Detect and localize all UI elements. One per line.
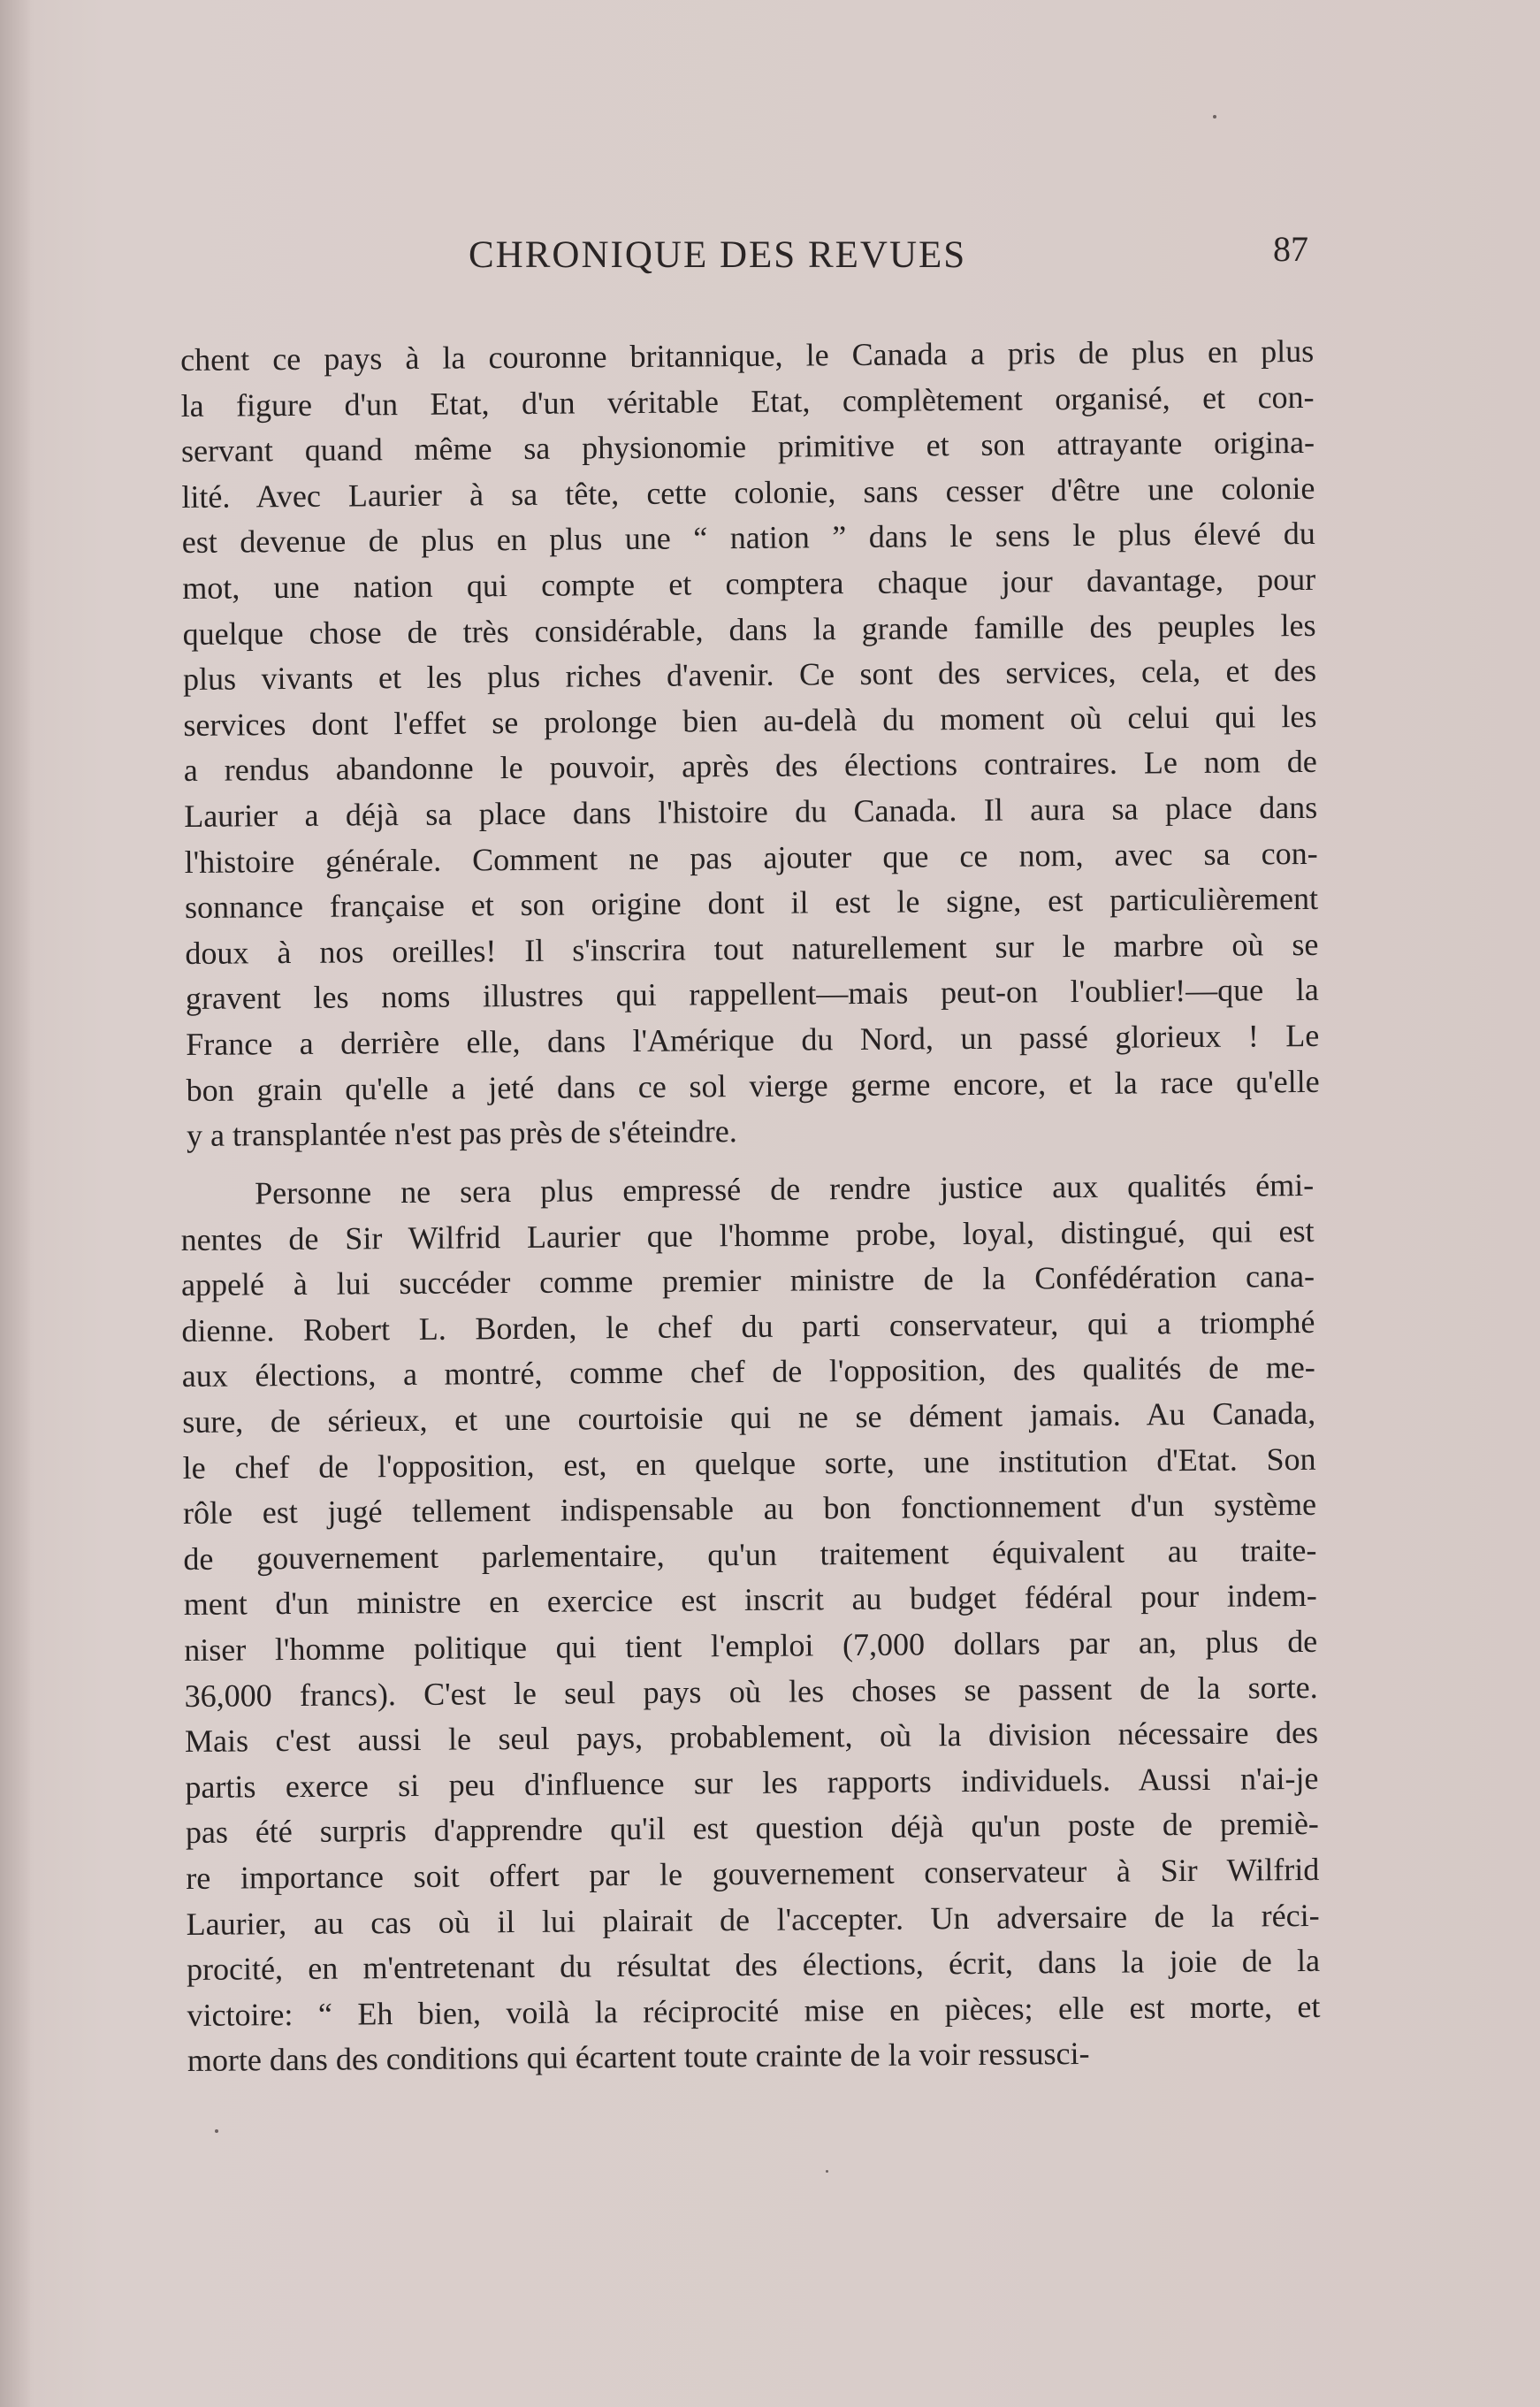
text-line: gravent les noms illustres qui rappellent—mais peut-on l'oublier!—que la <box>185 972 1319 1017</box>
running-title: CHRONIQUE DES REVUES <box>469 234 967 276</box>
text-line: lité. Avec Laurier à sa tête, cette colonie, sans cesser d'être une colonie <box>181 470 1315 515</box>
text-line: Laurier a déjà sa place dans l'histoire du Canada. Il aura sa place dans <box>184 789 1318 834</box>
text-line: l'histoire générale. Comment ne pas ajouter que ce nom, avec sa con- <box>184 835 1318 880</box>
text-line: nentes de Sir Wilfrid Laurier que l'homme probe, loyal, distingué, qui est <box>180 1212 1315 1257</box>
text-line: sonnance française et son origine dont il est le signe, est particulièrement <box>184 881 1319 926</box>
text-line: plus vivants et les plus riches d'avenir. Ce sont des services, cela, et des <box>182 653 1317 698</box>
text-line: de gouvernement parlementaire, qu'un traitement équivalent au traite- <box>183 1532 1317 1577</box>
text-line: appelé à lui succéder comme premier ministre de la Confédération cana- <box>180 1257 1315 1303</box>
text-line: Laurier, au cas où il lui plairait de l'accepter. Un adversaire de la réci- <box>186 1897 1320 1942</box>
text-line: quelque chose de très considérable, dans la grande famille des peuples les <box>182 607 1316 652</box>
text-line: France a derrière elle, dans l'Amérique du Nord, un passé glorieux ! Le <box>186 1017 1320 1062</box>
text-line: services dont l'effet se prolonge bien au-delà du moment où celui qui les <box>183 698 1317 743</box>
text-line: servant quand même sa physionomie primitive et son attrayante origina- <box>180 424 1315 470</box>
text-line-content: Personne ne sera plus empressé de rendre justice aux qualités émi- <box>255 1166 1315 1211</box>
text-line: y a transplantée n'est pas près de s'éteindre. <box>186 1113 737 1154</box>
paragraph-1 <box>180 329 1320 1159</box>
text-line: re importance soit offert par le gouvernement conservateur à Sir Wilfrid <box>186 1851 1320 1896</box>
text-line: Mais c'est aussi le seul pays, probablement, où la division nécessaire des <box>184 1714 1319 1759</box>
page-number: 87 <box>1273 229 1308 269</box>
paper-speck <box>826 2170 828 2173</box>
text-line: victoire: “ Eh bien, voilà la réciprocité mise en pièces; elle est morte, et <box>187 1988 1321 2033</box>
text-line: sure, de sérieux, et une courtoisie qui ne se dément jamais. Au Canada, <box>182 1395 1316 1440</box>
page-gutter <box>0 0 30 2407</box>
text-line: 36,000 francs). C'est le seul pays où les choses se passent de la sorte. <box>184 1669 1318 1714</box>
text-line: partis exerce si peu d'influence sur les rapports individuels. Aussi n'ai-je <box>185 1760 1319 1805</box>
text-block <box>180 332 1321 2084</box>
text-line: procité, en m'entretenant du résultat des élections, écrit, dans la joie de la <box>186 1942 1321 1987</box>
text-line <box>180 1163 1314 1218</box>
text-line: bon grain qu'elle a jeté dans ce sol vierge germe encore, et la race qu'elle <box>186 1063 1320 1108</box>
text-line: niser l'homme politique qui tient l'emploi (7,000 dollars par an, plus de <box>184 1623 1318 1668</box>
running-head <box>203 228 1308 281</box>
text-line: le chef de l'opposition, est, en quelque sorte, une institution d'Etat. Son <box>182 1440 1316 1486</box>
paragraph-2 <box>180 1163 1321 2084</box>
text-line: morte dans des conditions qui écartent toute crainte de la voir ressusci- <box>187 2035 1090 2078</box>
text-line: rôle est jugé tellement indispensable au bon fonctionnement d'un système <box>182 1486 1317 1531</box>
text-line: mot, une nation qui compte et comptera chaque jour davantage, pour <box>182 561 1316 606</box>
text-line: doux à nos oreilles! Il s'inscrira tout naturellement sur le marbre où se <box>185 926 1319 971</box>
paper-speck <box>1213 115 1216 118</box>
text-line: la figure d'un Etat, d'un véritable Etat, complètement organisé, et con- <box>180 378 1315 424</box>
text-line: pas été surpris d'apprendre qu'il est question déjà qu'un poste de premiè- <box>185 1805 1319 1850</box>
text-line: est devenue de plus en plus une “ nation ” dans le sens le plus élevé du <box>181 516 1315 561</box>
text-line: a rendus abandonne le pouvoir, après des élections contraires. Le nom de <box>183 744 1317 789</box>
text-line: aux élections, a montré, comme chef de l'opposition, des qualités de me- <box>181 1349 1315 1395</box>
paper-speck <box>215 2129 218 2133</box>
text-line: dienne. Robert L. Borden, le chef du parti conservateur, qui a triomphé <box>181 1303 1315 1349</box>
text-line: chent ce pays à la couronne britannique, le Canada a pris de plus en plus <box>180 332 1315 378</box>
text-line: ment d'un ministre en exercice est inscrit au budget fédéral pour indem- <box>183 1577 1317 1623</box>
